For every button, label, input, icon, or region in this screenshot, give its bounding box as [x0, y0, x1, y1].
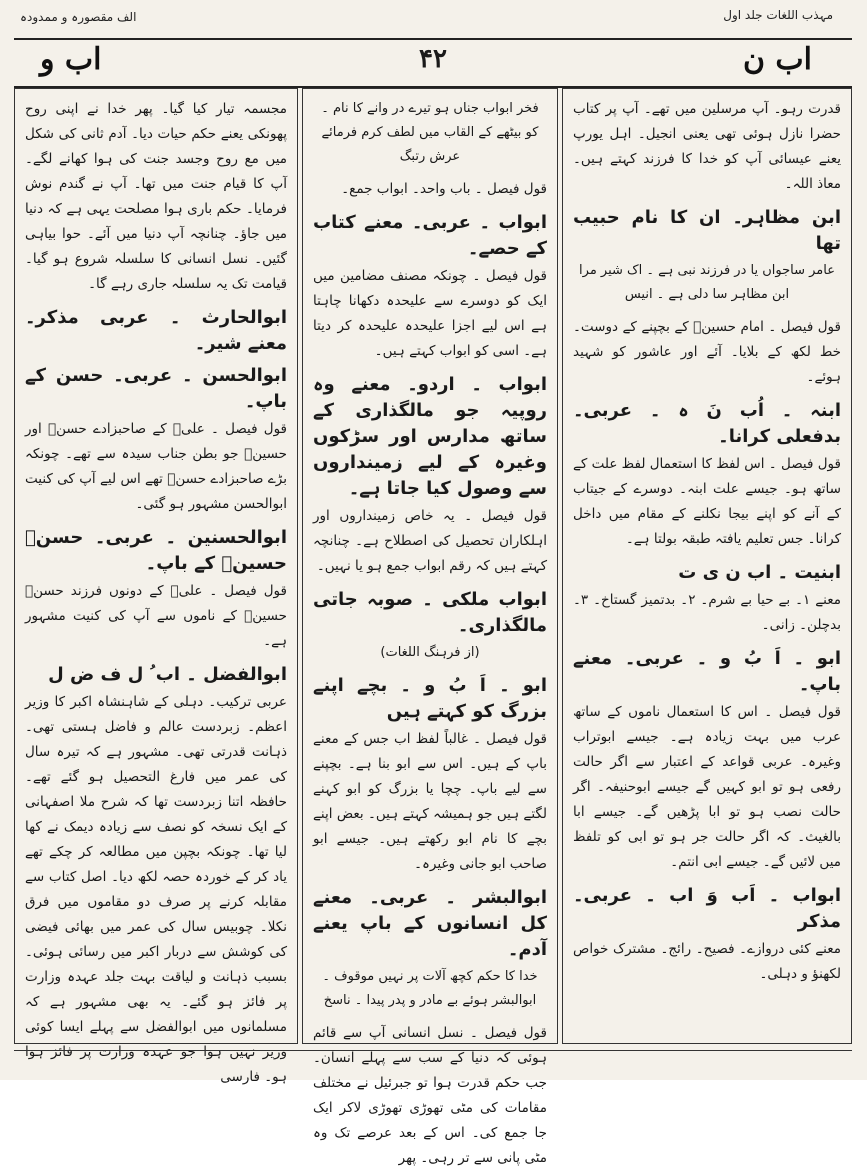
running-header	[0, 6, 867, 28]
entry-headword: ابواب ۔ اَب وَ اب ۔ عربی۔ مذکر	[573, 885, 841, 932]
entry-text: عربی ترکیب۔ دہلی کے شاہنشاہ اکبر کا وزیر اعظم۔ زبردست عالم و فاضل ہستی تھی۔ ذہانت قدرتی تھی۔ مشہور ہے کہ تیرہ سال کی عمر میں فارغ التحصیل ہو گئے تھے۔ حافظہ اتنا زبردست تھا کہ شرح ملا اصفہانی کے ایک نسخہ کو نصف سے زیادہ دیمک نے کھا لیا تھا۔ چونکہ بچپن میں مطالعہ کر چکے تھے یاد کر کے خوردہ حصہ لکھ دیا۔ اصل کتاب سے مقابلہ کرنے پر صرف دو مقاموں میں فرق نکلا۔ چوبیس سال کی عمر میں بھائی فیضی کی کوشش سے دربار اکبر میں رسائی ہوئی۔ بسبب ذہانت و لیاقت بہت جلد عہدہ وزارت پر فائز ہو گئے۔ یہ بھی مشہور ہے کہ مسلمانوں میں ابوالفضل سے پہلے ایسا کوئی وزیر نہیں ہوا جو عہدہ وزارت پر فائز ہوا ہو۔ فارسی	[25, 694, 287, 1085]
entry-text: قول فیصل ۔ باب واحد۔ ابواب جمع۔	[341, 181, 547, 197]
entry-headword: ابواب ۔ اردو۔ معنے وہ روپیہ جو مالگذاری کے ساتھ مدارس اور سڑکوں وغیرہ کے لیے زمینداروں سے وصول کیا جاتا ہے۔	[313, 374, 547, 499]
entry-headword: ابو ۔ اَ بُ و ۔ عربی۔ معنے باپ۔	[573, 648, 841, 695]
entry-text: مجسمہ تیار کیا گیا۔ پھر خدا نے اپنی روح پھونکی یعنے حکم حیات دیا۔ آدم ثانی کی شکل میں مع روح وجسد جنت کی ہوا کھانے لگے۔ آپ کا قیام جنت میں تھا۔ آپ نے گندم نوش فرمایا۔ حکم باری ہوا مصلحت یہی ہے کہ دنیا میں جاؤ۔ چنانچہ آپ دنیا میں آئے۔ حوا بیاہی گئیں۔ نسل انسانی کا سلسلہ شروع ہو گیا۔ قیامت تک یہ سلسلہ جاری رہے گا۔	[25, 101, 287, 292]
column-left	[14, 88, 298, 1085]
entry-text: قول فیصل ۔ اس لفظ کا استعمال لفظ علت کے ساتھ ہو۔ جیسے علت ابنہ۔ دوسرے کے جیتاب کے آنے کو اپنے بیجا نکلنے کے مقام میں داخل کرانا۔ جس تعلیم یافتہ طبقہ بولتا ہے۔	[572, 456, 841, 547]
page-header-band	[14, 38, 852, 88]
entry-headword: ابواب ملکی ۔ صوبہ جاتی مالگذاری۔	[313, 589, 547, 636]
entry-headword: ابواب ۔ عربی۔ معنے کتاب کے حصے۔	[313, 212, 547, 259]
entry-headword: ابنیت ۔ اب ن ی ت	[678, 562, 841, 583]
entry-headword: ابوالحسن ۔ عربی۔ حسن کے باپ۔	[25, 365, 287, 412]
entry-headword: ابن مظاہر۔ ان کا نام حبیب تھا	[573, 207, 841, 254]
column-middle	[302, 88, 558, 1166]
header-word-right: اب ن	[742, 42, 812, 77]
poetry-quote: خدا کا حکم کچھ آلات پر نہیں موقوف ۔ ابوالبشر ہوئے بے مادر و پدر پیدا ۔ ناسخ	[322, 969, 538, 1008]
entry-headword: ابوالحسنین ۔ عربی۔ حسنؑ حسینؑ کے باپ۔	[25, 527, 287, 574]
poetry-quote: فخر ابواب جناں ہو تیرے در وانے کا نام ۔ کو بیٹھے کے القاب میں لطف کرم فرمائے عرش رتبگ	[321, 101, 539, 164]
bottom-rule	[14, 1050, 852, 1051]
entry-text: قول فیصل ۔ چونکہ مصنف مضامین میں ایک کو دوسرے سے علیحدہ دکھانا چاہتا ہے اس لیے اجزا علیحدہ علیحدہ کر دیتا ہے۔ اسی کو ابواب کہتے ہیں۔	[313, 268, 547, 359]
entry-headword: ابو ۔ اَ بُ و ۔ بچے اپنے بزرگ کو کہتے ہیں	[313, 675, 547, 722]
entry-headword: ابوالحارث ۔ عربی مذکر۔ معنے شیر۔	[25, 307, 287, 354]
entry-text: قول فیصل ۔ علیؑ کے صاحبزادے حسنؑ اور حسینؑ جو بطن جناب سیدہ سے تھے۔ چونکہ بڑے صاحبزادے حسنؑ تھے اس لیے آپ کی کنیت ابوالحسن مشہور ہو گئی۔	[25, 421, 287, 512]
entry-text: قول فیصل ۔ علیؑ کے دونوں فرزند حسنؑ حسینؑ کے ناموں سے آپ کی کنیت مشہور ہے۔	[25, 583, 287, 649]
header-word-left: اب و	[40, 42, 102, 77]
entry-text: قول فیصل ۔ غالباً لفظ اب جس کے معنے باپ کے ہیں۔ اس سے ابو بنا ہے۔ بچپنے سے لیے باپ۔ چچا یا بزرگ کو ابو کہنے لگتے ہیں جو ہمیشہ کہتے ہیں۔ بعض اپنے بچے کا نام ابو رکھتے ہیں۔ جیسے ابو صاحب ابو جانی وغیرہ۔	[313, 731, 547, 872]
entry-text: قول فیصل ۔ نسل انسانی آپ سے قائم ہوئی کہ دنیا کے سب سے پہلے انسان۔ جب حکم قدرت ہوا تو جبرئیل نے مختلف مقامات کی مٹی تھوڑی تھوڑی لاکر ایک جا جمع کی۔ اس کے بعد عرصے تک وہ مٹی پانی سے تر رہی۔ پھر	[313, 1025, 547, 1166]
column-right	[562, 88, 852, 1044]
poetry-quote: (از فرہنگ اللغات)	[380, 645, 480, 660]
section-note: الف مقصورہ و ممدودہ	[20, 10, 137, 24]
entry-headword: ابوالبشر ۔ عربی۔ معنے کل انسانوں کے باپ یعنے آدم۔	[313, 887, 547, 960]
entry-text: قدرت رہو۔ آپ مرسلین میں تھے۔ آپ پر کتاب حضرا نازل ہوئی تھی یعنی انجیل۔ اہل یورپ یعنے عیسائی آپ کو خدا کا فرزند کہتے ہیں۔ معاذ اللہ۔	[573, 101, 841, 192]
entry-text: قول فیصل ۔ اس کا استعمال ناموں کے ساتھ عرب میں بہت زیادہ ہے۔ جیسے ابوتراب وغیرہ۔ عربی قواعد کے اعتبار سے اگر حالت رفعی ہو تو ابو کہیں گے جیسے ابوحنیفہ۔ اگر حالت نصب ہو تو ابا پڑھیں گے۔ جیسے ابا بالغیث۔ کہ اگر حالت جر ہو تو ابی کو تلفظ میں لائیں گے۔ جیسے ابی انتم۔	[573, 704, 841, 870]
page-number: ۴۲	[419, 44, 447, 74]
book-title: مہذب اللغات جلد اول	[723, 8, 833, 22]
entry-headword: ابوالفضل ۔ اب ُ ل ف ض ل	[48, 664, 287, 685]
entry-text: قول فیصل ۔ امام حسینؑ کے بچپنے کے دوست۔ خط لکھ کے بلایا۔ آئے اور عاشور کو شہید ہوئے۔	[573, 319, 841, 385]
entry-text: معنے ۱۔ بے حیا بے شرم۔ ۲۔ بدتمیز گستاخ۔ ۳۔ بدچلن۔ زانی۔	[573, 592, 841, 633]
poetry-quote: عامر ساجواں یا در فرزند نبی ہے ۔ اک شیر مرا ابن مظاہر سا دلی ہے ۔ انیس	[579, 263, 835, 302]
entry-text: قول فیصل ۔ یہ خاص زمینداروں اور اہلکاران تحصیل کی اصطلاح ہے۔ چنانچہ کہتے ہیں کہ رقم ابواب جمع ہو یا نہیں۔	[313, 508, 547, 574]
entry-headword: ابنہ ۔ اُب نَ ہ ۔ عربی۔ بدفعلی کرانا۔	[573, 400, 841, 447]
entry-text: معنے کئی دروازے۔ فصیح۔ رائج۔ مشترک خواص لکھنؤ و دہلی۔	[573, 941, 841, 982]
